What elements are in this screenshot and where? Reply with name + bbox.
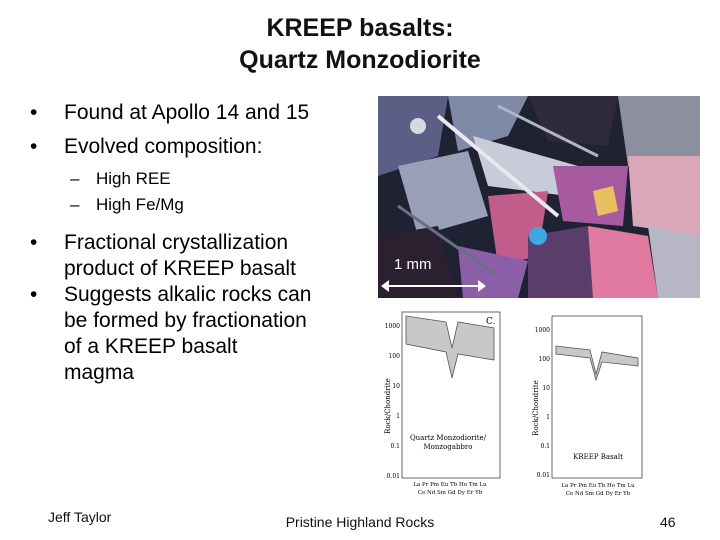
bullet-text-line: Fractional crystallization (64, 231, 289, 254)
plot-caption-line-1: Quartz Monzodiorite/ (409, 434, 487, 442)
slide-number: 46 (660, 514, 676, 530)
sub-bullet-list (26, 166, 366, 218)
bullet-text: Found at Apollo 14 and 15 (64, 101, 310, 124)
bullet-text-line: Suggests alkalic rocks can (64, 283, 312, 306)
y-tick-label: 10 (392, 383, 400, 390)
y-tick-label: 0.1 (540, 443, 550, 450)
ree-plot-right-svg (526, 312, 646, 498)
y-tick-label: 0.1 (390, 443, 400, 450)
footer-author: Jeff Taylor (48, 509, 112, 525)
y-axis-label: Rock/Chondrite (532, 380, 540, 436)
bullet-text-line: product of KREEP basalt (64, 257, 296, 280)
bullet-text-line: of a KREEP basalt (64, 335, 238, 358)
x-tick-labels-bottom: Ce Nd Sm Gd Dy Er Yb (417, 490, 483, 496)
bullet-dot: • (30, 283, 38, 306)
y-tick-label: 1 (396, 413, 400, 420)
bullet-dot: • (30, 231, 38, 254)
title-line-2: Quartz Monzodiorite (239, 46, 481, 74)
y-tick-label: 100 (388, 353, 400, 360)
bullet-dot: • (30, 101, 38, 124)
y-tick-label: 1 (546, 414, 550, 421)
sub-bullet-text: High Fe/Mg (96, 195, 184, 214)
bullet-apollo (26, 100, 366, 126)
ree-plot-left-svg (376, 308, 504, 498)
scale-bar (383, 285, 483, 287)
y-tick-label: 0.01 (536, 472, 550, 479)
y-tick-label: 0.01 (386, 473, 400, 480)
scale-bar-left-arrow (381, 280, 389, 292)
bullet-text-line: be formed by fractionation (64, 309, 307, 332)
x-tick-labels-top: La Pr Pm Eu Tb Ho Tm Lu (413, 482, 487, 488)
y-axis-label: Rock/Chondrite (384, 378, 392, 434)
panel-letter: C. (486, 317, 496, 327)
sub-bullet-ree (26, 166, 366, 192)
bullet-dot: • (30, 135, 38, 158)
scale-bar-right-arrow (478, 280, 486, 292)
y-tick-label: 100 (538, 356, 550, 363)
scale-bar-label: 1 mm (394, 256, 432, 273)
bullet-text-line: magma (64, 361, 135, 384)
slide-title (0, 12, 720, 76)
ree-plot-kreep-basalt (526, 312, 646, 498)
sub-bullet-dash: – (70, 195, 80, 214)
bullet-alkalic (26, 282, 366, 386)
bullet-fractional (26, 230, 366, 282)
sub-bullet-dash: – (70, 169, 80, 188)
ree-plot-quartz-monzodiorite (376, 308, 504, 498)
bullet-composition (26, 134, 366, 160)
bullet-text: Evolved composition: (64, 135, 263, 158)
x-tick-labels-top: La Pr Pm Eu Tb Ho Tm Lu (561, 483, 635, 489)
y-tick-label: 10 (542, 385, 550, 392)
y-tick-label: 1000 (384, 323, 400, 330)
sub-bullet-femg (26, 192, 366, 218)
x-tick-labels-bottom: Ce Nd Sm Gd Dy Er Yb (565, 491, 631, 497)
plot-caption: KREEP Basalt (573, 453, 623, 461)
y-tick-label: 1000 (534, 327, 550, 334)
title-line-1: KREEP basalts: (266, 14, 454, 42)
plot-caption-line-2: Monzogabbro (423, 443, 473, 451)
sub-bullet-text: High REE (96, 169, 171, 188)
bullet-list (26, 100, 366, 396)
footer-title: Pristine Highland Rocks (285, 514, 435, 530)
